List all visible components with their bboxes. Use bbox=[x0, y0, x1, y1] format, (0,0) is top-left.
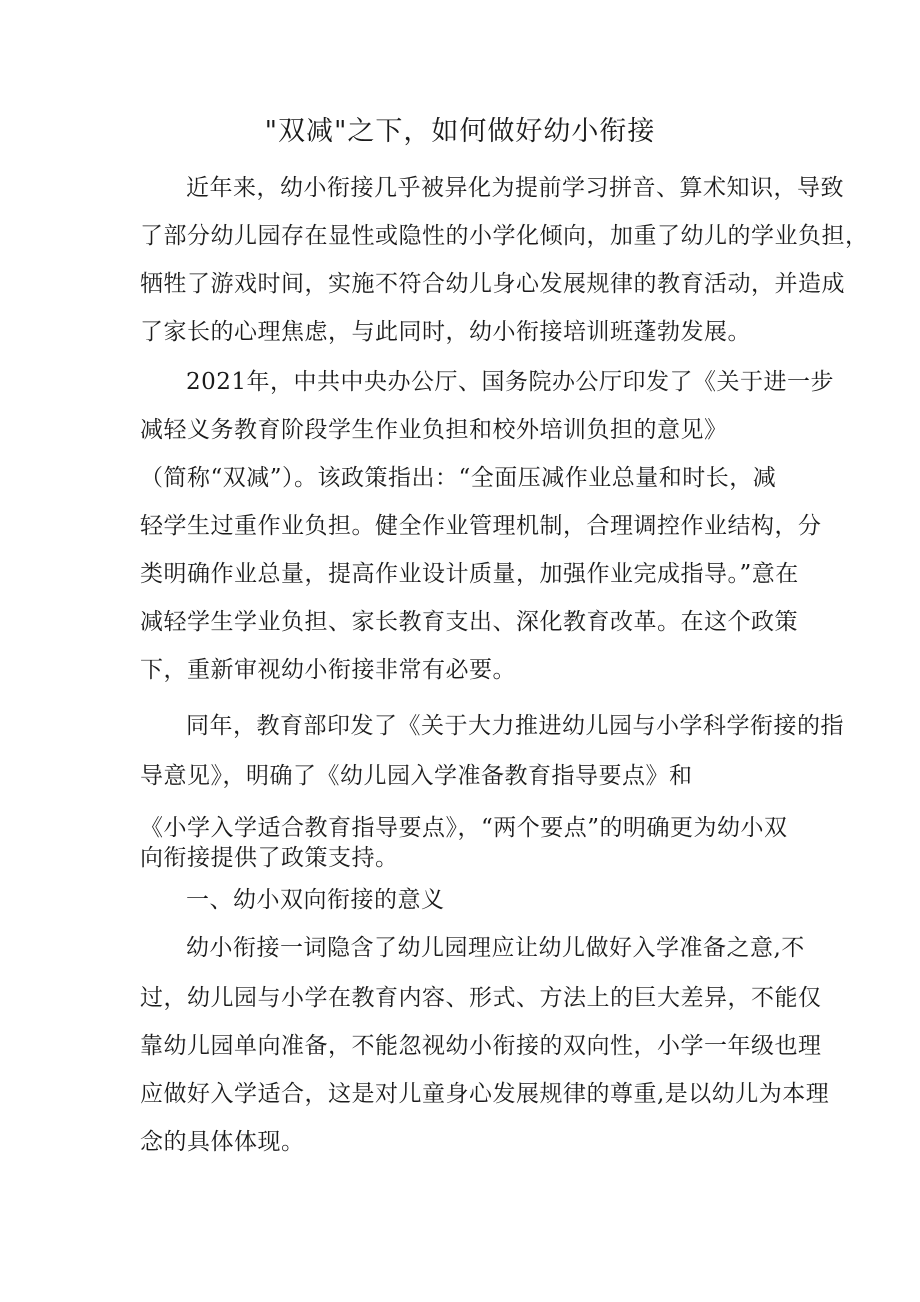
paragraph-line: 导意见》，明确了《幼儿园入学准备教育指导要点》和 bbox=[140, 763, 693, 789]
paragraph-line: 念的具体体现。 bbox=[140, 1129, 305, 1155]
paragraph-line: 了部分幼儿园存在显性或隐性的小学化倾向，加重了幼儿的学业负担， bbox=[140, 223, 869, 249]
paragraph-line: 轻学生过重作业负担。健全作业管理机制，合理调控作业结构，分 bbox=[140, 513, 822, 539]
paragraph-line: 应做好入学适合，这是对儿童身心发展规律的尊重,是以幼儿为本理 bbox=[140, 1081, 830, 1107]
paragraph-line: 减轻学生学业负担、家长教育支出、深化教育改革。在这个政策 bbox=[140, 609, 798, 635]
paragraph-line: 靠幼儿园单向准备，不能忽视幼小衔接的双向性，小学一年级也理 bbox=[140, 1033, 822, 1059]
paragraph-line: （简称“双减”）。该政策指出：“全面压减作业总量和时长，减 bbox=[140, 465, 777, 491]
paragraph-line: 幼小衔接一词隐含了幼儿园理应让幼儿做好入学准备之意,不 bbox=[186, 935, 805, 961]
paragraph-line: 类明确作业总量，提高作业设计质量，加强作业完成指导。”意在 bbox=[140, 561, 799, 587]
paragraph-line: 减轻义务教育阶段学生作业负担和校外培训负担的意见》 bbox=[140, 417, 728, 443]
paragraph-line: 2021年，中共中央办公厅、国务院办公厅印发了《关于进一步 bbox=[186, 369, 835, 395]
document-title: "双减"之下，如何做好幼小衔接 bbox=[264, 116, 656, 147]
section-heading: 一、幼小双向衔接的意义 bbox=[186, 887, 445, 913]
paragraph-line: 了家长的心理焦虑，与此同时，幼小衔接培训班蓬勃发展。 bbox=[140, 319, 751, 345]
paragraph-line: 下，重新审视幼小衔接非常有必要。 bbox=[140, 657, 516, 683]
paragraph-line: 《小学入学适合教育指导要点》，“两个要点”的明确更为幼小双 bbox=[140, 815, 788, 841]
paragraph-line: 近年来，幼小衔接几乎被异化为提前学习拼音、算术知识，导致 bbox=[186, 175, 844, 201]
paragraph-line: 牺牲了游戏时间，实施不符合幼儿身心发展规律的教育活动，并造成 bbox=[140, 271, 845, 297]
paragraph-line: 向衔接提供了政策支持。 bbox=[140, 845, 399, 871]
paragraph-line: 过，幼儿园与小学在教育内容、形式、方法上的巨大差异，不能仅 bbox=[140, 985, 822, 1011]
paragraph-line: 同年，教育部印发了《关于大力推进幼儿园与小学科学衔接的指 bbox=[186, 713, 844, 739]
